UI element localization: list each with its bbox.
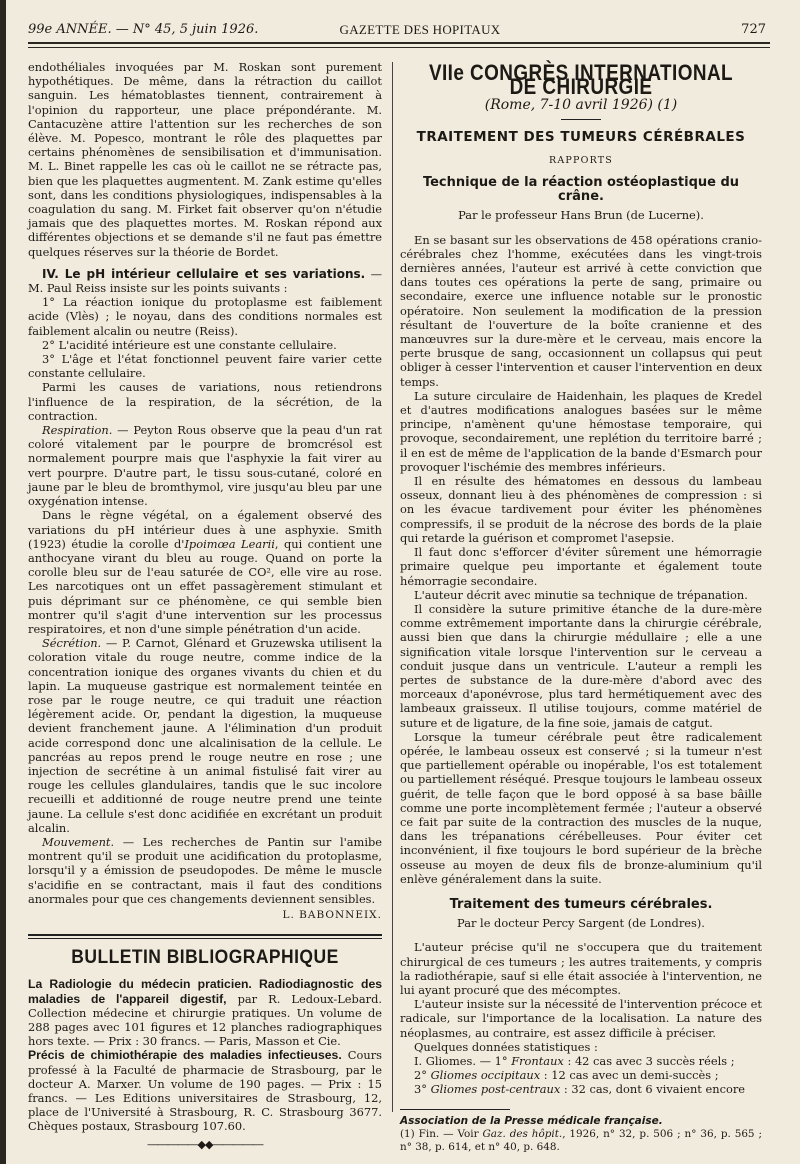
section-intro: — M. Paul Reiss insiste sur les points suivants : <box>28 266 382 296</box>
book-title: Précis de chimiothérapie des maladies infectieuses. <box>28 1048 342 1063</box>
paragraph: L'auteur insiste sur la nécessité de l'intervention précoce et radicale, sur l'importance de la localisation. La nature des néoplasmes, au contraire, est assez difficile à préciser. <box>400 997 762 1040</box>
item-text: 2° <box>414 1068 431 1083</box>
statistics-item <box>400 1068 762 1082</box>
bibliography-item <box>28 1048 382 1133</box>
paragraph: L'auteur décrit avec minutie sa technique de trépanation. <box>414 587 748 602</box>
paragraph: endothéliales invoquées par M. Roskan sont purement hypothétiques. De même, dans la rétraction du caillot sanguin. Les hématoblastes tiennent, contrairement à l'opinion du rapporteur, une place prépondérante. M. Cantacuzène attire l'attention sur les recherches de son élève. M. Popesco, montrant le rôle des plaquettes par certains phénomènes de sensibilisation et d'immunisation. M. L. Binet rappelle les cas où le caillot ne se rétracte pas, bien que les plaquettes augmentent. M. Zank estime qu'elles sont, dans les conditions physiologiques, indispensables à la coagulation du sang. M. Firket fait observer qu'on n'étudie jamais que des plaquettes mortes. M. Roskan répond aux différentes objections et se demande s'il ne faut pas émettre quelques réserves sur la théorie de Bordet. <box>28 60 382 259</box>
journal-title: GAZETTE DES HOPITAUX <box>339 22 501 37</box>
bibliography-item <box>28 977 382 1048</box>
item-text: I. Gliomes. — 1° <box>414 1054 512 1068</box>
article-title: Traitement des tumeurs cérébrales. <box>449 896 713 912</box>
text-part: , qui contient une anthocyane virant du bleu au rouge. Quand on porte la corolle bleu sur de l'eau saturée de CO², elle vire au rose. Les narcotiques ont un effet passagèrement stimulant et puis déprimant sur ce phénomène, ce qui semble bien montrer qu'il s'agit d'une intervention sur les processus respiratoires, et non d'une simple pénétration d'un acide. <box>28 536 382 636</box>
header-rule-thin <box>28 47 770 48</box>
subheading-respiration: Respiration. <box>42 423 113 438</box>
author-signature: L. BABONNEIX. <box>282 908 382 921</box>
point-3: 3° L'âge et l'état fonctionnel peuvent faire varier cette constante cellulaire. <box>28 352 382 381</box>
secretion-paragraph <box>28 636 382 835</box>
item-term: Gliomes post-centraux <box>430 1082 561 1097</box>
section-title: TRAITEMENT DES TUMEURS CÉRÉBRALES <box>416 128 746 145</box>
congress-title: VIIe CONGRÈS INTERNATIONAL DE CHIRURGIE <box>428 60 734 100</box>
item-text: : 32 cas, dont 6 vivaient encore <box>560 1082 746 1097</box>
right-column <box>400 60 762 1154</box>
book-title: La Radiologie du médecin praticien. Radiodiagnostic des maladies de l'appareil digestif, <box>28 977 382 1006</box>
section-rule <box>28 934 382 939</box>
statistics-item <box>400 1082 762 1096</box>
footnote-ref: Gaz. des hôpit. <box>482 1127 563 1140</box>
short-rule <box>561 119 601 120</box>
paragraph: Il faut donc s'efforcer d'éviter sûrement une hémorragie primaire quelque peu importante et également toute hémorragie secondaire. <box>400 545 762 588</box>
page-number: 727 <box>741 22 766 37</box>
paragraph: Parmi les causes de variations, nous retiendrons l'influence de la respiration, de la sécrétion, de la contraction. <box>28 380 382 423</box>
book-details: par R. Ledoux-Lebard. Collection médecine et chirurgie pratiques. Un volume de 288 pages avec 101 figures et 12 planches radiographiques hors texte. — Prix : 30 francs. — Paris, Masson et Cie. <box>28 991 382 1049</box>
header-rule <box>28 42 770 44</box>
paragraph: En se basant sur les observations de 458 opérations cranio-cérébrales chez l'homme, exécutées dans les vingt-trois dernières années, l'auteur est arrivé à cette conviction que dans toutes ces opérations la perte de sang, primaire ou secondaire, exerce une influence notable sur le pronostic opératoire. Non seulement la modification de la pression résultant de l'ouverture de la boîte cranienne et des manœuvres sur la dure-mère et le cerveau, mais encore la perte brusque de sang, occasionnent un collapsus qui peut obliger à cesser l'intervention et causer l'intervention en deux temps. <box>400 232 762 389</box>
footnote-heading: Association de la Presse médicale française. <box>400 1114 663 1127</box>
paragraph: Lorsque la tumeur cérébrale peut être radicalement opérée, le lambeau osseux est conservé ; si la tumeur n'est que partiellement opérable ou inopérable, l'os est totalement ou partiellement réséqué. Presque toujours le lambeau osseux guérit, de telle façon que le bord opposé à sa base bâille comme une porte incomplètement fermée ; l'auteur a observé ce fait par suite de la contraction des muscles de la nuque, dans les trépanations cérébelleuses. Pour éviter cet inconvénient, il fixe toujours le bord supérieur de la brèche osseuse au moyen de deux fils de bronze-aluminium qu'il enlève généralement dans la suite. <box>400 729 762 886</box>
paragraph: Il considère la suture primitive étanche de la dure-mère comme extrêmement importante dans la chirurgie cérébrale, aussi bien que dans la chirurgie médullaire ; elle a une signification vitale lorsque l'intervention sur le cerveau a conduit jusque dans un ventricule. L'auteur a rempli les pertes de substance de la dure-mère d'abord avec des morceaux d'aponévrose, plus tard hermétiquement avec des lambeaux graisseux. Il utilise toujours, comme matériel de suture et de ligature, de la fine soie, jamais de catgut. <box>400 601 762 730</box>
respiration-text: — Peyton Rous observe que la peau d'un rat coloré vitalement par le pourpre de bromcrésol est normalement pourpre mais que l'asphyxie la fait virer au vert pourpre. D'autre part, le tissu sous-cutané, coloré en jaune par le bleu de bromthymol, vire jusqu'au bleu par une oxygénation intense. <box>28 423 382 509</box>
section-iv <box>28 267 382 295</box>
point-2: 2° L'acidité intérieure est une constante cellulaire. <box>42 337 337 352</box>
item-text: : 12 cas avec un demi-succès ; <box>540 1068 719 1083</box>
column-divider <box>392 62 393 1112</box>
movement-text: — Les recherches de Pantin sur l'amibe montrent qu'il se produit une acidification du protoplasme, lorsqu'il y a émission de pseudopodes. De même le muscle s'acidifie en se contractant, mais il faut des conditions anormales pour que ces changements deviennent sensibles. <box>28 834 382 906</box>
secretion-text: — P. Carnot, Glénard et Gruzewska utilisent la coloration vitale du rouge neutre, comme indice de la concentration ionique des organes vivants du chien et du lapin. La muqueuse gastrique est normalement teintée en rose par le rouge neutre, ce qui traduit une réaction légèrement acide. Or, pendant la digestion, la muqueuse devient franchement jaune. A l'élimination d'un produit acide correspond donc une alcalinisation de la cellule. Le pancréas au repos prend le rouge neutre en rose ; une injection de secrétine à un animal fistulisé fait virer au rouge les cellules glandulaires, tandis que le suc incolore recueilli et additionné de rouge neutre prend une teinte jaune. La cellule s'est donc acidifiée en excrétant un produit alcalin. <box>28 636 382 835</box>
footnote-text: (1) Fin. — Voir <box>400 1127 483 1140</box>
bulletin-title: BULLETIN BIBLIOGRAPHIQUE <box>71 947 339 969</box>
paragraph: La suture circulaire de Haidenhain, les plaques de Kredel et d'autres modifications analogues basées sur le même principe, n'amènent qu'une hémostase temporaire, qui provoque, secondairement, une replétion du territoire barré ; il en est de même de l'application de la bande d'Esmarch pour provoquer l'ischémie des membres inférieurs. <box>400 388 762 474</box>
article-title: Technique de la réaction ostéoplastique du crâne. <box>422 175 740 205</box>
footnote-text: , 1926, n° 32, p. 506 ; n° 36, p. 565 ; n° 38, p. 614, et n° 40, p. 648. <box>400 1127 762 1153</box>
issue-info: 99e ANNÉE. — N° 45, 5 juin 1926. <box>28 22 259 37</box>
congress-subtitle: (Rome, 7-10 avril 1926) (1) <box>484 97 678 114</box>
rapports-label: RAPPORTS <box>548 154 614 166</box>
paragraph: Quelques données statistiques : <box>414 1039 598 1054</box>
species-name: Ipoimœa Learii <box>184 536 275 551</box>
item-term: Frontaux <box>511 1054 564 1068</box>
item-text: 3° <box>414 1082 431 1097</box>
article-byline: Par le professeur Hans Brun (de Lucerne). <box>458 208 704 223</box>
ornament-divider: ―――――◆◆――――― <box>147 1137 263 1151</box>
paragraph: L'auteur précise qu'il ne s'occupera que du traitement chirurgical de ces tumeurs ; les autres traitements, y compris la radiothérapie, sauf si elle était associée à l'intervention, ne lui ayant procuré que des mécomptes. <box>400 940 762 997</box>
paragraph: Il en résulte des hématomes en dessous du lambeau osseux, donnant lieu à des phénomènes de compression : si on les évacue tardivement pour éviter les phénomènes compressifs, il se produit de la nécrose des bords de la plaie qui retarde la guérison et compromet l'asepsie. <box>400 474 762 545</box>
item-term: Gliomes occipitaux <box>430 1068 541 1083</box>
subheading-movement: Mouvement. <box>42 834 115 849</box>
statistics-item <box>400 1054 762 1068</box>
movement-paragraph <box>28 835 382 906</box>
item-text: : 42 cas avec 3 succès réels ; <box>563 1054 735 1068</box>
article-byline: Par le docteur Percy Sargent (de Londres). <box>457 916 705 931</box>
respiration-paragraph <box>28 423 382 508</box>
binding-shadow <box>0 0 6 1164</box>
footnote-rule <box>400 1109 510 1110</box>
text-part: Dans le règne végétal, on a également observé des variations du pH intérieur dues à une asphyxie. Smith (1923) étudie la corolle d' <box>28 508 382 551</box>
book-details: Cours professé à la Faculté de pharmacie de Strasbourg, par le docteur A. Marxer. Un volume de 190 pages. — Prix : 15 francs. — Les Editions universitaires de Strasbourg, 12, place de l'Université à Strasbourg, R. C. Strasbourg 3677. Chèques postaux, Strasbourg 107.60. <box>28 1048 382 1134</box>
paragraph <box>28 508 382 636</box>
point-1: 1° La réaction ionique du protoplasme est faiblement acide (Vlès) ; le noyau, dans des conditions normales est faiblement alcalin ou neutre (Reiss). <box>28 295 382 338</box>
footnote <box>400 1128 762 1154</box>
left-column <box>28 60 382 1152</box>
section-heading: IV. Le pH intérieur cellulaire et ses variations. <box>42 266 366 281</box>
subheading-secretion: Sécrétion. <box>42 636 102 651</box>
